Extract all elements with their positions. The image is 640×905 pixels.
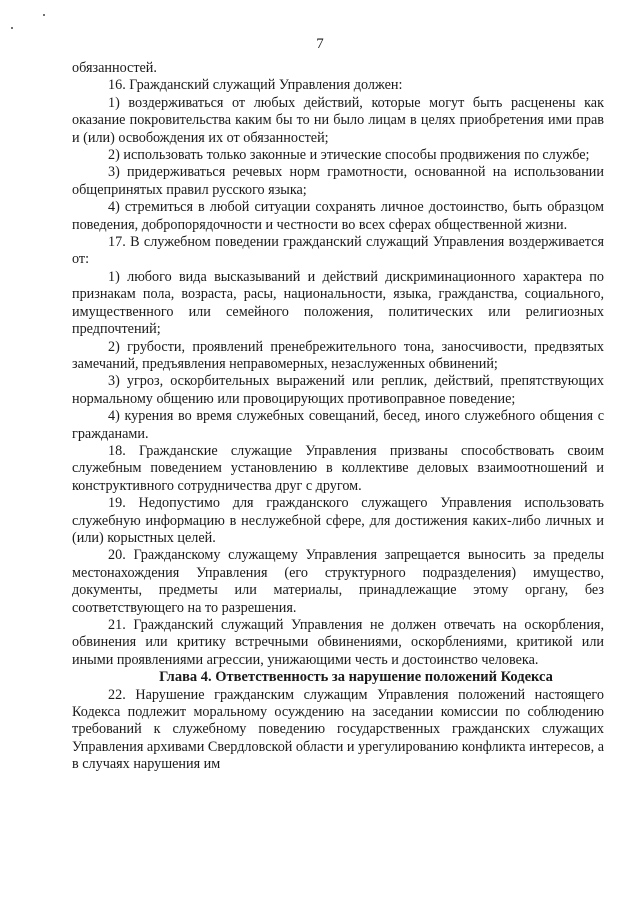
page-number: 7 <box>316 36 324 52</box>
paragraph: обязанностей. <box>72 60 157 76</box>
paragraph: 1) любого вида высказываний и действий дискриминационного характера по признакам пола, возраста, расы, национальности, языка, гражданства, социального, имущественного или семейного положения, политических или религиозных предпочтений; <box>72 268 604 338</box>
paragraph: 3) угроз, оскорбительных выражений или реплик, действий, препятствующих нормальному общению или провоцирующих противоправное поведение; <box>72 373 604 407</box>
paragraph: 19. Недопустимо для гражданского служащего Управления использовать служебную информацию в неслужебной сфере, для достижения каких-либо личных и (или) корыстных целей. <box>72 495 604 546</box>
paragraph: 17. В служебном поведении гражданский служащий Управления воздерживается от: <box>72 234 604 268</box>
paragraph: 21. Гражданский служащий Управления не должен отвечать на оскорбления, обвинения или критику встречными обвинениями, оскорблениями, критикой или иными проявлениями агрессии, унижающими честь и достоинство человека. <box>72 617 604 668</box>
scan-speck <box>11 27 13 29</box>
paragraph: 4) стремиться в любой ситуации сохранять личное достоинство, быть образцом поведения, добропорядочности и честности во всех сферах общественной жизни. <box>72 199 604 233</box>
paragraph: 3) придерживаться речевых норм грамотности, основанной на использовании общепринятых правил русского языка; <box>72 164 604 198</box>
paragraph: 18. Гражданские служащие Управления призваны способствовать своим служебным поведением установлению в коллективе деловых взаимоотношений и конструктивного сотрудничества друг с другом. <box>72 442 604 494</box>
paragraph: 16. Гражданский служащий Управления должен: <box>108 77 403 94</box>
document-body <box>72 60 604 774</box>
paragraph: 2) использовать только законные и этические способы продвижения по службе; <box>108 147 590 164</box>
paragraph: 2) грубости, проявлений пренебрежительного тона, заносчивости, предвзятых замечаний, предъявления неправомерных, незаслуженных обвинений; <box>72 338 604 372</box>
chapter-heading: Глава 4. Ответственность за нарушение положений Кодекса <box>159 669 553 686</box>
paragraph: 20. Гражданскому служащему Управления запрещается выносить за пределы местонахождения Управления (его структурного подразделения) имущество, документы, предметы или материалы, принадлежащие этому органу, без соответствующего на то разрешения. <box>72 547 604 616</box>
paragraph: 1) воздерживаться от любых действий, которые могут быть расценены как оказание покровительства каким бы то ни было лицам в целях приобретения ими прав и (или) освобождения их от обязанностей; <box>72 94 604 146</box>
scan-speck <box>43 14 45 16</box>
paragraph: 22. Нарушение гражданским служащим Управления положений настоящего Кодекса подлежит моральному осуждению на заседании комиссии по соблюдению требований к служебному поведению государственных гражданских служащих Управления архивами Свердловской области и урегулированию конфликта интересов, а в случаях нарушения им <box>72 686 605 773</box>
paragraph: 4) курения во время служебных совещаний, бесед, иного служебного общения с гражданами. <box>72 408 604 442</box>
